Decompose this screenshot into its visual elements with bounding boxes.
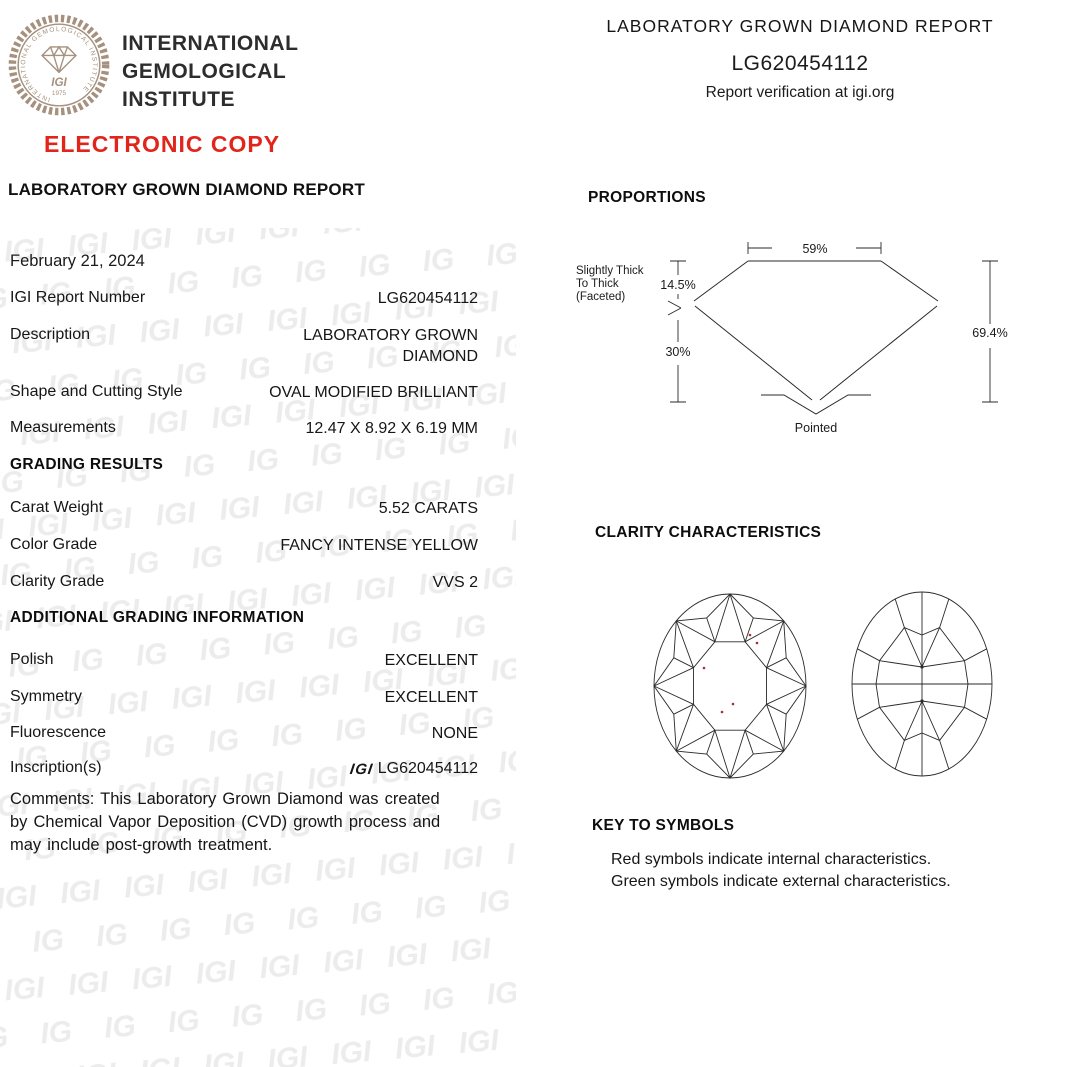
depth-percent-label: 69.4%	[972, 326, 1008, 340]
clarity-plot-pavilion-view	[847, 587, 997, 787]
clarity-plot-crown-view	[645, 589, 815, 789]
key-line-internal: Red symbols indicate internal characteristics.	[611, 851, 932, 868]
field-row-description	[10, 326, 478, 368]
seal-diamond-icon	[42, 47, 76, 72]
verification-note: Report verification at igi.org	[705, 84, 895, 101]
field-label: Clarity Grade	[10, 573, 105, 590]
institute-name-line: INSTITUTE	[122, 87, 235, 111]
girdle-label-line: Slightly Thick	[576, 265, 644, 277]
girdle-label-line: To Thick	[576, 278, 619, 290]
field-value: OVAL MODIFIED BRILLIANT	[269, 384, 478, 401]
grading-results-heading: GRADING RESULTS	[10, 456, 164, 473]
report-number: LG620454112	[731, 52, 869, 75]
field-row-inscription	[10, 759, 478, 780]
field-row-shape	[10, 383, 478, 404]
proportions-diagram	[560, 224, 1030, 454]
field-row-fluorescence	[10, 724, 478, 745]
field-label: Inscription(s)	[10, 759, 102, 776]
diamond-profile-outline	[694, 261, 938, 414]
field-value: EXCELLENT	[384, 652, 478, 669]
field-value: 5.52 CARATS	[378, 500, 478, 517]
electronic-copy-stamp: ELECTRONIC COPY	[44, 131, 281, 157]
field-value: LG620454112	[377, 290, 478, 307]
institute-name-line: INTERNATIONAL	[122, 32, 299, 55]
field-row-symmetry	[10, 688, 478, 709]
report-data-panel	[0, 228, 516, 1067]
field-row-clarity	[10, 573, 478, 594]
institute-name	[122, 30, 298, 114]
field-value: EXCELLENT	[384, 689, 478, 706]
clarity-heading: CLARITY CHARACTERISTICS	[595, 524, 822, 541]
field-label: Shape and Cutting Style	[10, 383, 183, 400]
crown-percent-label: 14.5%	[660, 278, 696, 292]
igi-monogram-icon: IGI	[348, 760, 374, 778]
proportions-heading: PROPORTIONS	[588, 189, 706, 206]
field-label: Symmetry	[10, 688, 82, 705]
field-label: Polish	[10, 651, 54, 668]
key-to-symbols-text	[611, 849, 951, 892]
pavilion-measure-lines	[670, 320, 686, 402]
field-value: NONE	[431, 725, 478, 742]
comments-text: Comments: This Laboratory Grown Diamond was created by Chemical Vapor Deposition (CVD) growth process and may include post-growth treatment.	[10, 790, 441, 854]
report-header	[560, 16, 1040, 102]
report-date: February 21, 2024	[10, 252, 145, 270]
field-label: IGI Report Number	[10, 289, 146, 306]
field-row-carat	[10, 499, 478, 520]
field-row-report-number	[10, 289, 478, 310]
table-percent-label: 59%	[802, 242, 828, 256]
field-label: Carat Weight	[10, 499, 104, 516]
field-label: Fluorescence	[10, 724, 107, 741]
key-line-external: Green symbols indicate external characteristics.	[611, 872, 951, 890]
field-value: VVS 2	[432, 574, 478, 591]
field-row-color	[10, 536, 478, 557]
inscription-number: LG620454112	[377, 760, 478, 777]
pinpoint-inclusion-symbols	[703, 634, 759, 714]
field-value: FANCY INTENSE YELLOW	[280, 537, 478, 554]
field-label: Measurements	[10, 419, 116, 436]
field-label: Description	[10, 326, 91, 343]
girdle-label-line: (Faceted)	[576, 291, 626, 303]
institute-name-line: GEMOLOGICAL	[122, 59, 287, 83]
culet-label: Pointed	[794, 421, 838, 435]
pavilion-percent-label: 30%	[665, 345, 691, 359]
additional-grading-heading: ADDITIONAL GRADING INFORMATION	[10, 609, 305, 626]
field-row-polish	[10, 651, 478, 672]
seal-ring-text: INTERNATIONAL GEMOLOGICAL INSTITUTE	[19, 26, 98, 103]
key-to-symbols-heading: KEY TO SYMBOLS	[592, 817, 735, 834]
field-label: Color Grade	[10, 536, 98, 553]
field-row-measurements	[10, 419, 478, 440]
report-title-left: LABORATORY GROWN DIAMOND REPORT	[8, 180, 365, 199]
igi-seal-logo-icon	[6, 12, 112, 118]
field-value: 12.47 X 8.92 X 6.19 MM	[305, 420, 478, 437]
seal-monogram-text: IGI	[51, 76, 67, 90]
report-header-title: LABORATORY GROWN DIAMOND REPORT	[606, 16, 994, 36]
field-value	[350, 759, 478, 780]
seal-year-text: 1975	[51, 90, 67, 98]
field-value: LABORATORY GROWN DIAMOND	[303, 327, 478, 365]
